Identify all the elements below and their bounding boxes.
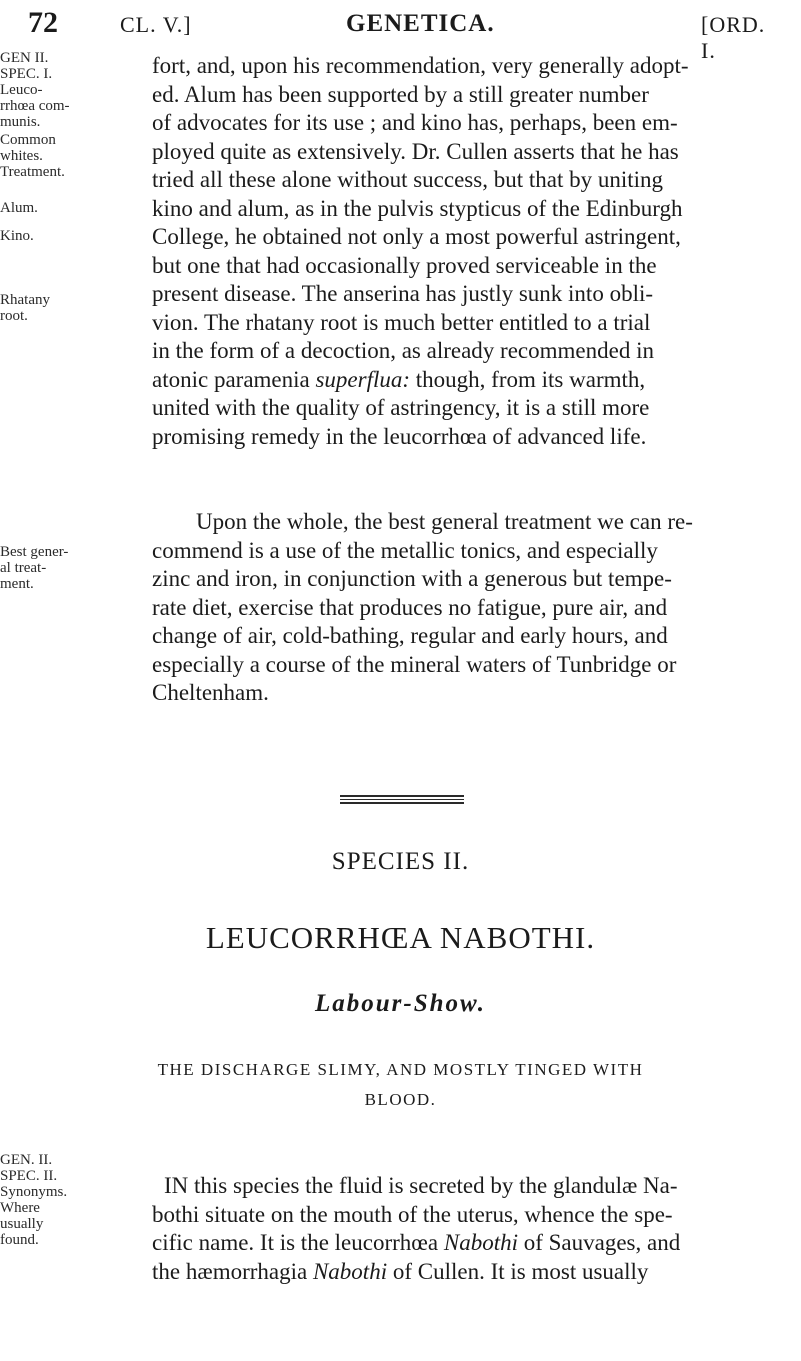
text-span: cific name. It is the leucorrhœa — [152, 1230, 439, 1255]
species-heading: SPECIES II. — [331, 848, 470, 875]
text-line: Cheltenham. — [152, 680, 269, 705]
text-line: bothi situate on the mouth of the uterus, whence the spe- — [152, 1201, 673, 1227]
text-line: united with the quality of astringency, it is a still more — [152, 395, 650, 420]
genus-label: GENETICA. — [346, 10, 495, 37]
text-line: of advocates for its use ; and kino has, perhaps, been em- — [152, 110, 678, 135]
text-line: in the form of a decoction, as already recommended in — [152, 338, 654, 363]
margin-note-common-whites — [0, 132, 92, 180]
order-label: [ORD. I. — [701, 12, 766, 63]
divider-line — [340, 795, 464, 797]
margin-line: GEN. II. — [0, 1152, 53, 1168]
margin-line: root. — [0, 308, 28, 324]
paragraph-treatment — [152, 52, 780, 451]
margin-line: Where — [0, 1200, 40, 1216]
text-span: of Sauvages, and — [523, 1230, 681, 1255]
text-span: though, from its warmth, — [415, 366, 646, 392]
text-line: but one that had occasionally proved serviceable in the — [152, 252, 657, 278]
text-line — [152, 1258, 780, 1287]
text-line: fort, and, upon his recommendation, very generally adopt- — [152, 53, 689, 78]
text-line: ed. Alum has been supported by a still greater number — [152, 81, 649, 107]
margin-line: Best gener- — [0, 544, 69, 560]
margin-note-rhatany — [0, 292, 92, 324]
margin-line: GEN II. — [0, 50, 49, 66]
text-line: College, he obtained not only a most powerful astringent, — [152, 224, 681, 249]
text-line: zinc and iron, in conjunction with a generous but tempe- — [152, 566, 672, 591]
divider-line — [340, 802, 464, 804]
margin-line: Common — [0, 132, 56, 148]
text-span: the hæmorrhagia — [152, 1258, 308, 1284]
text-line — [152, 366, 780, 395]
species-vernacular-name: Labour-Show. — [314, 990, 487, 1017]
margin-note-alum — [0, 200, 92, 216]
margin-line: Treatment. — [0, 164, 65, 180]
margin-note-best-treatment — [0, 544, 92, 592]
species-latin-name: LEUCORRHŒA NABOTHI. — [205, 920, 596, 955]
text-line — [152, 1229, 780, 1258]
section-divider — [340, 795, 464, 806]
character-line: THE DISCHARGE SLIMY, AND MOSTLY TINGED WITH — [157, 1060, 644, 1079]
text-line: vion. The rhatany root is much better entitled to a trial — [152, 309, 651, 335]
text-line: rate diet, exercise that produces no fatigue, pure air, and — [152, 594, 668, 620]
margin-line: SPEC. I. — [0, 66, 53, 82]
margin-line: ment. — [0, 576, 34, 592]
divider-line — [340, 799, 464, 801]
margin-line: Leuco- — [0, 82, 43, 98]
page-number: 72 — [28, 6, 58, 39]
text-line: commend is a use of the metallic tonics, and especially — [152, 537, 658, 563]
text-line: promising remedy in the leucorrhœa of advanced life. — [152, 423, 647, 449]
text-line: kino and alum, as in the pulvis stypticus of the Edinburgh — [152, 195, 683, 221]
class-label: CL. V.] — [120, 12, 192, 37]
text-span: of Cullen. It is most usually — [392, 1258, 649, 1284]
text-line: tried all these alone without success, but that by uniting — [152, 167, 664, 192]
paragraph-general-treatment — [152, 508, 780, 708]
margin-line: SPEC. II. — [0, 1168, 58, 1184]
margin-note-kino — [0, 228, 92, 244]
paragraph-species-description — [152, 1172, 780, 1286]
running-header — [28, 6, 768, 63]
text-line: especially a course of the mineral waters of Tunbridge or — [152, 651, 677, 677]
italic-term: Nabothi — [443, 1230, 518, 1255]
text-line: IN this species the fluid is secreted by the glandulæ Na- — [164, 1173, 678, 1198]
species-character — [0, 1055, 801, 1115]
margin-line: Synonyms. — [0, 1184, 68, 1200]
text-span: atonic paramenia — [152, 366, 310, 392]
character-line: BLOOD. — [364, 1090, 437, 1109]
italic-term: Nabothi — [312, 1258, 388, 1284]
margin-line: al treat- — [0, 560, 47, 576]
margin-note-gen-spec — [0, 50, 92, 130]
margin-line: usually — [0, 1216, 44, 1232]
text-line: change of air, cold-bathing, regular and early hours, and — [152, 623, 668, 648]
italic-term: superflua: — [315, 366, 411, 392]
margin-note-gen-spec-ii — [0, 1152, 92, 1248]
text-line: Upon the whole, the best general treatment we can re- — [196, 509, 693, 534]
margin-line: whites. — [0, 148, 43, 164]
margin-line: munis. — [0, 114, 41, 130]
margin-line: Rhatany — [0, 292, 50, 308]
text-line: ployed quite as extensively. Dr. Cullen asserts that he has — [152, 138, 679, 164]
margin-line: Alum. — [0, 200, 38, 216]
margin-line: rrhœa com- — [0, 98, 70, 114]
margin-line: found. — [0, 1232, 39, 1248]
margin-line: Kino. — [0, 228, 34, 244]
text-line: present disease. The anserina has justly sunk into obli- — [152, 281, 654, 306]
